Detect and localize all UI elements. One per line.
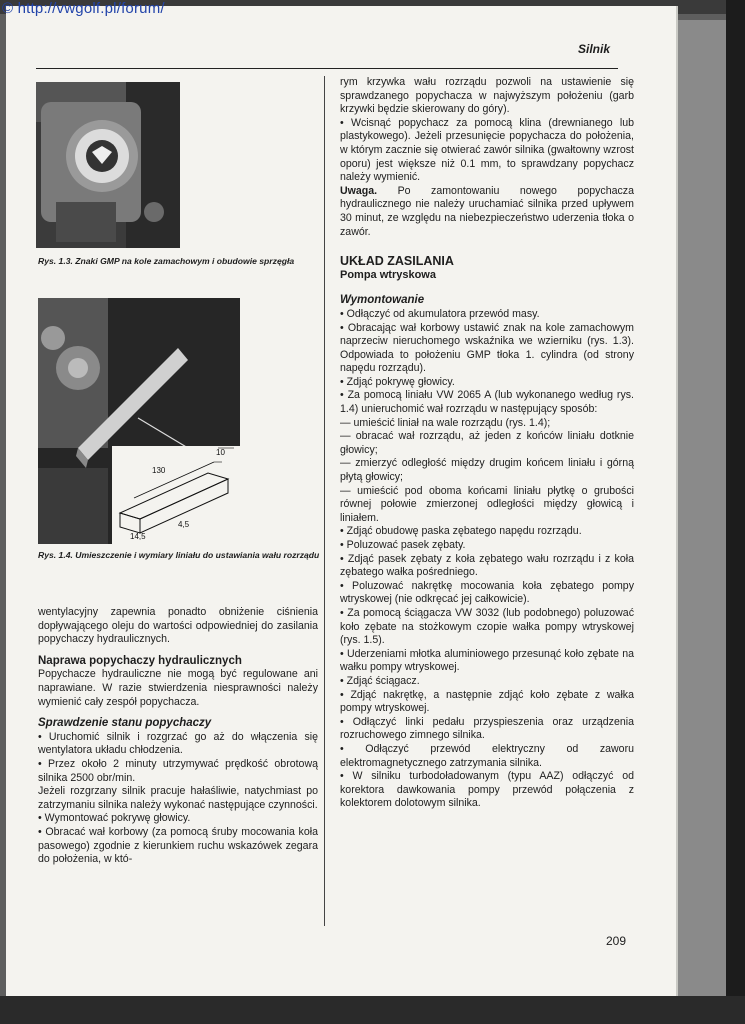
list-item: • Zdjąć obudowę paska zębatego napędu rozrządu. (340, 525, 582, 538)
dimension-label: 130 (152, 466, 166, 475)
figure-1-4-caption: Rys. 1.4. Umieszczenie i wymiary liniału do ustawiania wału rozrządu (38, 550, 320, 560)
note-label: Uwaga. (340, 184, 378, 197)
scan-border-right (676, 20, 726, 1000)
figure-1-3-photo (36, 82, 180, 248)
paragraph: Popychacze hydrauliczne nie mogą być regulowane ani naprawiane. W razie stwierdzenia niesprawności należy wymienić cały zespół popychacza. (38, 668, 318, 708)
scan-border-bottom (0, 996, 745, 1024)
figure-1-3-caption: Rys. 1.3. Znaki GMP na kole zamachowym i obudowie sprzęgła (38, 256, 295, 266)
note-paragraph (340, 185, 634, 239)
list-item: • W silniku turbodoładowanym (typu AAZ) odłączyć od korektora dawkowania pompy przewód połączenia z kolektorem dolotowym silnika. (340, 770, 634, 810)
subheading-repair: Naprawa popychaczy hydraulicznych (38, 654, 242, 667)
dimension-label: 14,5 (130, 532, 146, 541)
paragraph: rym krzywka wału rozrządu pozwoli na ustawienie się sprawdzanego popychacza w najwyższym położeniu (garb krzywki będzie skierowany do góry). (340, 76, 634, 116)
subheading-removal: Wymontowanie (340, 294, 425, 307)
paragraph: Jeżeli rozgrzany silnik pracuje hałaśliwie, natychmiast po zatrzymaniu silnika należy wykonać następujące czynności. (38, 785, 318, 811)
right-column (340, 76, 634, 811)
paragraph: wentylacyjny zapewnia ponadto obniżenie ciśnienia dopływającego oleju do wartości odpowiedniej do zasilania popychaczy hydraulicznych. (38, 606, 318, 646)
section-header: Silnik (578, 42, 611, 56)
list-item: • Przez około 2 minuty utrzymywać prędkość obrotową silnika 2500 obr/min. (38, 757, 318, 784)
list-item: — zmierzyć odległość między drugim końcem liniału i górną płytą głowicy; (340, 457, 634, 484)
header-rule (36, 68, 618, 69)
scan-border-far-right (726, 0, 745, 1024)
list-item: — obracać wał rozrządu, aż jeden z końców liniału dotknie głowicy; (340, 430, 634, 456)
left-column (38, 606, 318, 867)
note-text: Po zamontowaniu nowego popychacza hydraulicznego nie należy uruchamiać silnika przed upływem 30 minut, ze względu na niebezpieczeństwo uderzenia tłoka o zawór. (340, 184, 634, 238)
list-item: • Poluzować nakrętkę mocowania koła zębatego pompy wtryskowej (nie odkręcać jej całkowicie). (340, 579, 634, 606)
subheading-injection-pump: Pompa wtryskowa (340, 268, 436, 281)
list-item: • Uruchomić silnik i rozgrzać go aż do włączenia się wentylatora układu chłodzenia. (38, 730, 318, 757)
dimension-label: 4,5 (178, 520, 190, 529)
list-item: • Obracać wał korbowy (za pomocą śruby mocowania koła pasowego) zgodnie z kierunkiem ruchu wskazówek zegara do położenia, w któ- (38, 825, 318, 866)
list-item: • Zdjąć pokrywę głowicy. (340, 375, 455, 388)
source-url-watermark: © http://vwgolf.pl/forum/ (2, 0, 165, 17)
list-item: • Zdjąć nakrętkę, a następnie zdjąć koło zębate z wałka pompy wtryskowej. (340, 688, 634, 715)
list-item: • Za pomocą liniału VW 2065 A (lub wykonanego według rys. 1.4) unieruchomić wał rozrządu w następujący sposób: (340, 389, 634, 416)
list-item: • Poluzować pasek zębaty. (340, 539, 466, 551)
chapter-heading-fuel-system: UKŁAD ZASILANIA (340, 254, 454, 269)
list-item: — umieścić pod oboma końcami liniału płytkę o grubości równej połowie zmierzonej odległości między głowicą i liniałem. (340, 484, 634, 524)
list-item: • Odłączyć linki pedału przyspieszenia oraz urządzenia rozruchowego zimnego silnika. (340, 715, 634, 742)
list-item: • Wymontować pokrywę głowicy. (38, 812, 191, 825)
list-item: — umieścić liniał na wale rozrządu (rys. 1.4); (340, 416, 551, 429)
list-item: • Uderzeniami młotka aluminiowego przesunąć koło zębate na wałku pompy wtryskowej. (340, 647, 634, 674)
list-item: • Zdjąć ściągacz. (340, 674, 420, 687)
page-number: 209 (606, 934, 627, 948)
dimension-label: 10 (216, 448, 225, 457)
figure-1-4-photo-and-drawing (38, 298, 240, 544)
list-item: • Odłączyć przewód elektryczny od zaworu elektromagnetycznego zatrzymania silnika. (340, 742, 634, 769)
list-item: • Za pomocą ściągacza VW 3032 (lub podobnego) poluzować koło zębate na stożkowym czopie wałka pompy wtryskowej (rys. 1.5). (340, 606, 634, 647)
list-item: • Odłączyć od akumulatora przewód masy. (340, 307, 540, 320)
subheading-check: Sprawdzenie stanu popychaczy (38, 717, 212, 730)
list-item: • Zdjąć pasek zębaty z koła zębatego wału rozrządu i z koła zębatego wałka pośredniego. (340, 552, 634, 579)
column-divider (324, 76, 325, 926)
list-item: • Obracając wał korbowy ustawić znak na kole zamachowym naprzeciw nieruchomego wskaźnika we wzierniku (rys. 1.3). Odpowiada to położeniu GMP tłoka 1. cylindra (od strony napędu rozrządu). (340, 321, 634, 375)
list-item: • Wcisnąć popychacz za pomocą klina (drewnianego lub plastykowego). Jeżeli przesunięcie popychacza do położenia, w którym zacznie się otwierać zawór silnika (gwałtowny wzrost oporu) jest większe niż 0.1 mm, to sprawdzany popychacz należy wymienić. (340, 116, 634, 184)
